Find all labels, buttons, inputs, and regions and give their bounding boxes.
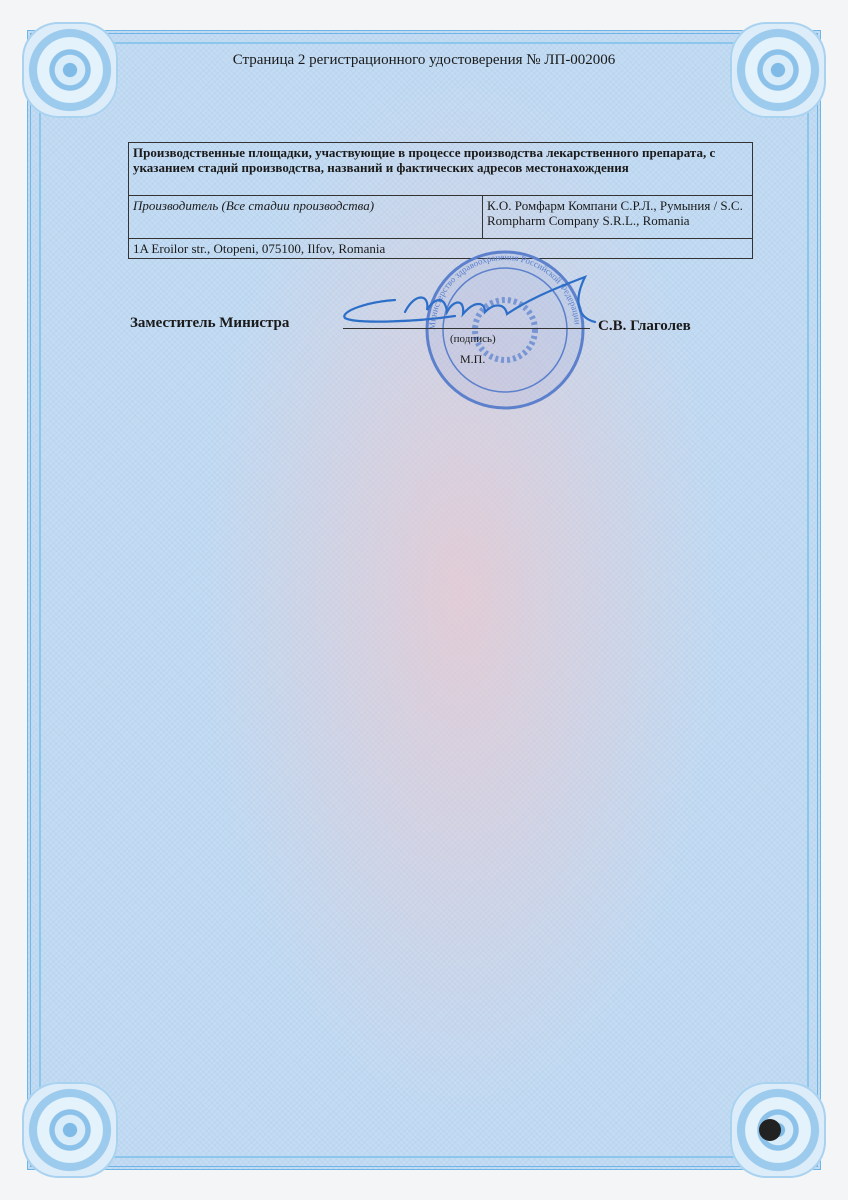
svg-text:Министерство здравоохранения Р: Министерство здравоохранения Российской Федерации xyxy=(426,251,583,331)
production-sites-table xyxy=(128,142,753,259)
table-row xyxy=(129,143,753,196)
signature-caption: (подпись) xyxy=(450,333,496,345)
signer-position: Заместитель Министра xyxy=(130,315,290,331)
corner-rosette-icon xyxy=(22,22,118,118)
punch-hole xyxy=(759,1119,781,1141)
signature-line xyxy=(343,328,590,329)
handwritten-signature xyxy=(335,272,605,332)
corner-rosette-icon xyxy=(22,1082,118,1178)
seal-mark: М.П. xyxy=(460,352,486,366)
table-row xyxy=(129,196,753,239)
corner-rosette-icon xyxy=(730,22,826,118)
manufacturer-name: К.О. Ромфарм Компани С.Р.Л., Румыния / S.C. Rompharm Company S.R.L., Romania xyxy=(483,196,753,239)
production-stage: Производитель (Все стадии производства) xyxy=(129,196,483,239)
manufacturer-address: 1A Eroilor str., Otopeni, 075100, Ilfov, Romania xyxy=(129,239,753,259)
page-title: Страница 2 регистрационного удостоверения № ЛП-002006 xyxy=(232,52,616,68)
table-heading: Производственные площадки, участвующие в процессе производства лекарственного препарата, с указанием стадий производства, названий и фактических адресов местонахождения xyxy=(129,143,753,196)
signer-name: С.В. Глаголев xyxy=(598,318,691,334)
